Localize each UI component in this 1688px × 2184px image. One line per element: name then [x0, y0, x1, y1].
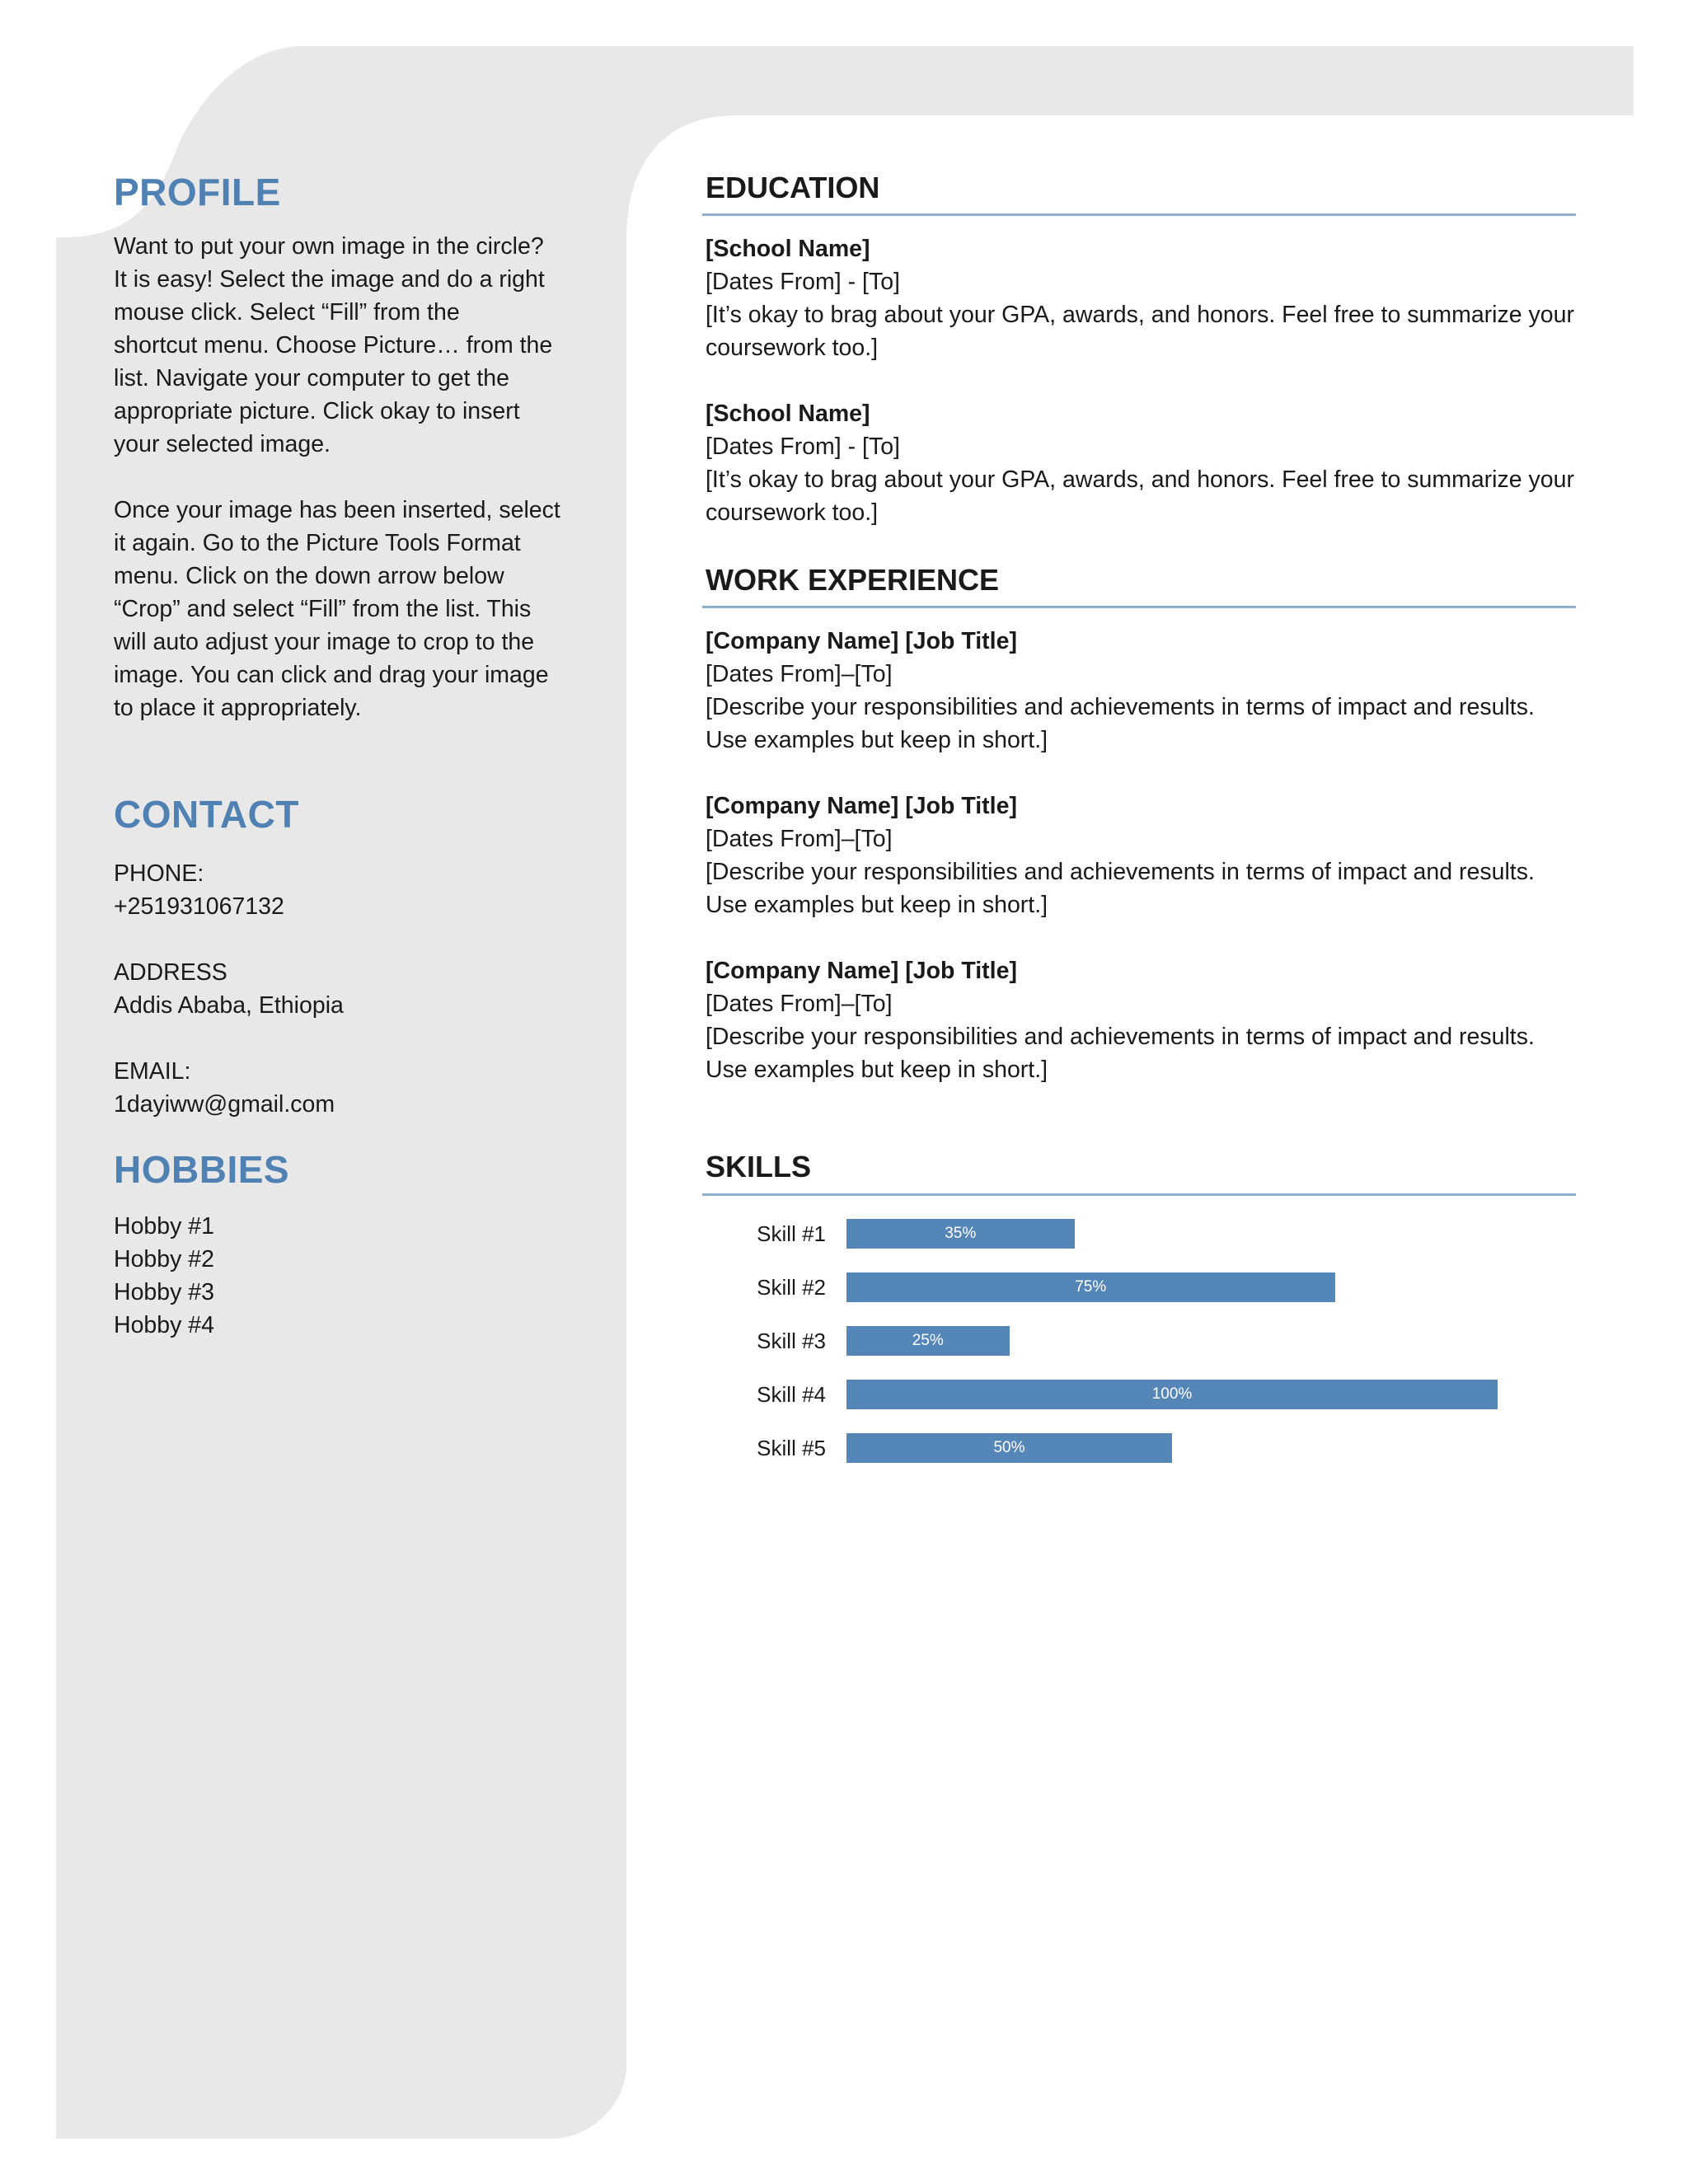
- school-name: [School Name]: [706, 236, 870, 263]
- hobby-item: Hobby #1: [114, 1212, 215, 1240]
- skill-label: Skill #1: [757, 1221, 826, 1246]
- hobby-item: Hobby #3: [114, 1278, 215, 1305]
- skill-bar: [846, 1272, 1335, 1302]
- skill-track: [846, 1326, 1498, 1356]
- skills-heading: SKILLS: [702, 1149, 1576, 1195]
- skill-label: Skill #3: [757, 1328, 826, 1353]
- skill-row: [702, 1380, 1526, 1409]
- work-entry: [702, 954, 1576, 1086]
- work-heading: WORK EXPERIENCE: [702, 562, 1576, 608]
- skill-row: [702, 1219, 1526, 1249]
- skill-row: [702, 1326, 1526, 1356]
- education-entry: [702, 232, 1576, 364]
- education-description: [It’s okay to brag about your GPA, awards, and honors. Feel free to summarize your coursework too.]: [706, 302, 1574, 362]
- work-section: [702, 625, 1576, 1086]
- phone-label: PHONE:: [114, 860, 204, 888]
- skill-track: [846, 1219, 1498, 1249]
- skill-row: [702, 1433, 1526, 1463]
- main-content: [702, 165, 1576, 1499]
- job-title: [Company Name] [Job Title]: [706, 958, 1017, 985]
- skill-value-label: 100%: [1151, 1385, 1193, 1403]
- email-label: EMAIL:: [114, 1058, 191, 1085]
- work-description: [Describe your responsibilities and achievements in terms of impact and results. Use examples but keep in short.]: [706, 694, 1535, 754]
- skills-chart: [702, 1219, 1576, 1499]
- skill-label: Skill #4: [757, 1381, 826, 1407]
- contact-heading: CONTACT: [114, 793, 299, 837]
- school-name: [School Name]: [706, 401, 870, 428]
- skill-row: [702, 1272, 1526, 1302]
- hobby-item: Hobby #2: [114, 1245, 215, 1272]
- skill-bar: [846, 1380, 1498, 1409]
- skill-value-label: 35%: [945, 1224, 977, 1242]
- contact-block: [114, 857, 592, 1121]
- education-section: [702, 232, 1576, 529]
- hobby-item: Hobby #4: [114, 1311, 215, 1338]
- job-title: [Company Name] [Job Title]: [706, 793, 1017, 820]
- hobbies-heading: HOBBIES: [114, 1148, 290, 1192]
- education-heading: EDUCATION: [702, 170, 1576, 216]
- address-value: Addis Ababa, Ethiopia: [114, 992, 344, 1019]
- hobbies-list: [114, 1210, 592, 1342]
- work-dates: [Dates From]–[To]: [706, 661, 893, 688]
- job-title: [Company Name] [Job Title]: [706, 628, 1017, 655]
- skill-track: [846, 1380, 1498, 1409]
- work-entry: [702, 625, 1576, 757]
- skill-value-label: 25%: [912, 1331, 944, 1349]
- skill-label: Skill #5: [757, 1435, 826, 1460]
- work-dates: [Dates From]–[To]: [706, 826, 893, 853]
- work-dates: [Dates From]–[To]: [706, 991, 893, 1018]
- skill-bar: [846, 1219, 1075, 1249]
- education-dates: [Dates From] - [To]: [706, 269, 900, 296]
- skill-value-label: 50%: [993, 1438, 1025, 1456]
- education-dates: [Dates From] - [To]: [706, 434, 900, 461]
- profile-text-2: Once your image has been inserted, select it again. Go to the Picture Tools Format menu. Click on the down arrow below “Crop” and select “Fill” from the list. This will auto adjust your image to crop to the image. You can click and drag your image to place it appropriately.: [114, 497, 560, 722]
- sidebar: [114, 165, 592, 1342]
- skill-value-label: 75%: [1075, 1277, 1107, 1296]
- work-entry: [702, 790, 1576, 921]
- education-description: [It’s okay to brag about your GPA, awards, and honors. Feel free to summarize your coursework too.]: [706, 466, 1574, 527]
- profile-heading: PROFILE: [114, 171, 281, 213]
- skill-bar: [846, 1326, 1010, 1356]
- work-description: [Describe your responsibilities and achievements in terms of impact and results. Use examples but keep in short.]: [706, 1024, 1535, 1084]
- education-entry: [702, 397, 1576, 529]
- address-label: ADDRESS: [114, 959, 227, 987]
- skill-track: [846, 1433, 1498, 1463]
- work-description: [Describe your responsibilities and achievements in terms of impact and results. Use examples but keep in short.]: [706, 859, 1535, 919]
- profile-text-1: Want to put your own image in the circle? It is easy! Select the image and do a right mouse click. Select “Fill” from the shortcut menu. Choose Picture… from the list. Navigate your computer to get the appropriate picture. Click okay to insert your selected image.: [114, 233, 553, 458]
- skill-bar: [846, 1433, 1172, 1463]
- skill-track: [846, 1272, 1498, 1302]
- phone-value: +251931067132: [114, 893, 284, 921]
- email-value: 1dayiww@gmail.com: [114, 1091, 335, 1118]
- skill-label: Skill #2: [757, 1274, 826, 1300]
